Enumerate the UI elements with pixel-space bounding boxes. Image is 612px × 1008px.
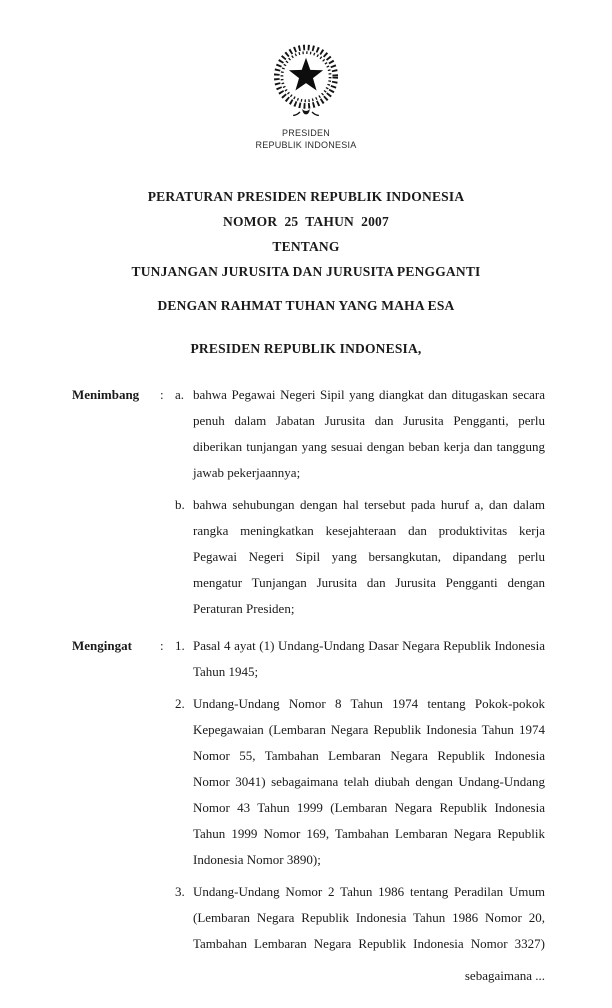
list-item	[175, 633, 545, 685]
catchword: sebagaimana ...	[464, 968, 545, 983]
item-text: bahwa sehubungan dengan hal tersebut pada huruf a, dan dalam rangka meningkatkan kesejahteraan dan produktivitas kerja Pegawai Negeri Sipil yang bersangkutan, dipandang perlu mengatur Tunjangan Jurusita dan Jurusita Pengganti dengan Peraturan Presiden;	[193, 497, 545, 616]
seal-block	[0, 0, 612, 151]
item-text: Undang-Undang Nomor 2 Tahun 1986 tentang Peradilan Umum (Lembaran Negara Republik Indonesia Tahun 1986 Nomor 20, Tambahan Lembaran Negara Republik Indonesia Nomor 3327)	[193, 884, 545, 951]
issuer-line: PRESIDEN REPUBLIK INDONESIA,	[190, 341, 422, 356]
clause-label-mengingat: Mengingat	[72, 638, 132, 653]
seal-caption-line2: REPUBLIK INDONESIA	[255, 139, 357, 150]
clause-colon: :	[160, 638, 164, 653]
list-item	[175, 492, 545, 622]
list-item	[175, 691, 545, 873]
regulation-number: NOMOR 25 TAHUN 2007	[223, 214, 389, 229]
clause-mengingat	[72, 633, 545, 989]
item-marker: a.	[175, 387, 185, 402]
item-marker: b.	[175, 497, 185, 512]
item-marker: 3.	[175, 884, 185, 899]
presidential-seal-icon	[263, 36, 349, 126]
regulation-title: PERATURAN PRESIDEN REPUBLIK INDONESIA	[147, 189, 465, 204]
clause-label-menimbang: Menimbang	[72, 387, 140, 402]
item-text: Pasal 4 ayat (1) Undang-Undang Dasar Negara Republik Indonesia Tahun 1945;	[193, 638, 545, 679]
clause-menimbang	[72, 382, 545, 628]
list-item	[175, 382, 545, 486]
clauses-section	[0, 382, 612, 989]
item-marker: 1.	[175, 638, 185, 653]
item-marker: 2.	[175, 696, 185, 711]
clause-colon: :	[160, 387, 164, 402]
item-text: bahwa Pegawai Negeri Sipil yang diangkat dan ditugaskan secara penuh dalam Jabatan Jurusita dan Jurusita Pengganti, perlu diberikan tunjangan yang sesuai dengan beban kerja dan tanggung jawab pekerjaannya;	[193, 387, 545, 480]
seal-caption	[0, 128, 612, 151]
tentang-label: TENTANG	[272, 239, 340, 254]
list-item	[175, 879, 545, 957]
title-block	[0, 184, 612, 361]
invocation-line: DENGAN RAHMAT TUHAN YANG MAHA ESA	[157, 298, 455, 313]
seal-caption-line1: PRESIDEN	[281, 128, 330, 138]
regulation-subject: TUNJANGAN JURUSITA DAN JURUSITA PENGGANTI	[131, 264, 481, 279]
item-text: Undang-Undang Nomor 8 Tahun 1974 tentang Pokok-pokok Kepegawaian (Lembaran Negara Republik Indonesia Tahun 1974 Nomor 55, Tambahan Lembaran Negara Republik Indonesia Nomor 3041) sebagaimana telah diubah dengan Undang-Undang Nomor 43 Tahun 1999 (Lembaran Negara Republik Indonesia Tahun 1999 Nomor 169, Tambahan Lembaran Negara Republik Indonesia Nomor 3890);	[193, 696, 545, 867]
